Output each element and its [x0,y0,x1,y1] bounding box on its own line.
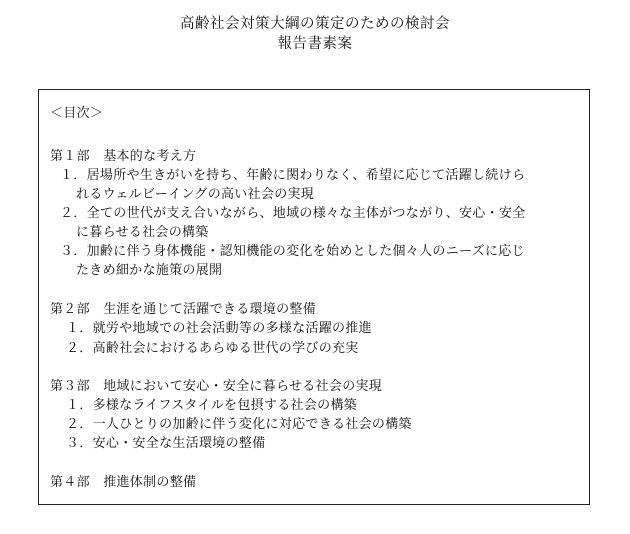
part-1-item-2-line-2: に暮らせる社会の構築 [76,225,209,240]
part-3-item-1: １．多様なライフスタイルを包摂する社会の構築 [66,398,358,413]
part-2-heading: 第２部 生涯を通じて活躍できる環境の整備 [50,302,317,317]
document-subtitle: 報告書素案 [277,36,353,52]
part-3-heading: 第３部 地域において安心・安全に暮らせる社会の実現 [50,379,383,394]
part-1-item-3-line-2: たきめ細かな施策の展開 [76,263,223,278]
part-1-item-1-line-1: １．居場所や生きがいを持ち、年齢に関わりなく、希望に応じて活躍し続けら [60,168,526,183]
part-2-item-2: ２．高齢社会におけるあらゆる世代の学びの充実 [66,341,359,356]
part-4-heading: 第４部 推進体制の整備 [50,475,197,490]
part-1-item-3-line-1: ３．加齢に伴う身体機能・認知機能の変化を始めとした個々人のニーズに応じ [60,244,525,259]
part-1-item-1-line-2: れるウェルビーイングの高い社会の実現 [76,187,315,202]
part-3-item-2: ２．一人ひとりの加齢に伴う変化に対応できる社会の構築 [66,417,412,432]
part-3-item-3: ３．安心・安全な生活環境の整備 [66,436,266,451]
part-1-item-2-line-1: ２．全ての世代が支え合いながら、地域の様々な主体がつながり、安心・安全 [60,206,526,221]
part-2-item-1: １．就労や地域での社会活動等の多様な活躍の推進 [66,321,372,336]
document-title: 高齢社会対策大綱の策定のための検討会 [180,16,450,32]
part-1-heading: 第１部 基本的な考え方 [50,149,197,164]
toc-header: ＜目次＞ [50,106,104,121]
